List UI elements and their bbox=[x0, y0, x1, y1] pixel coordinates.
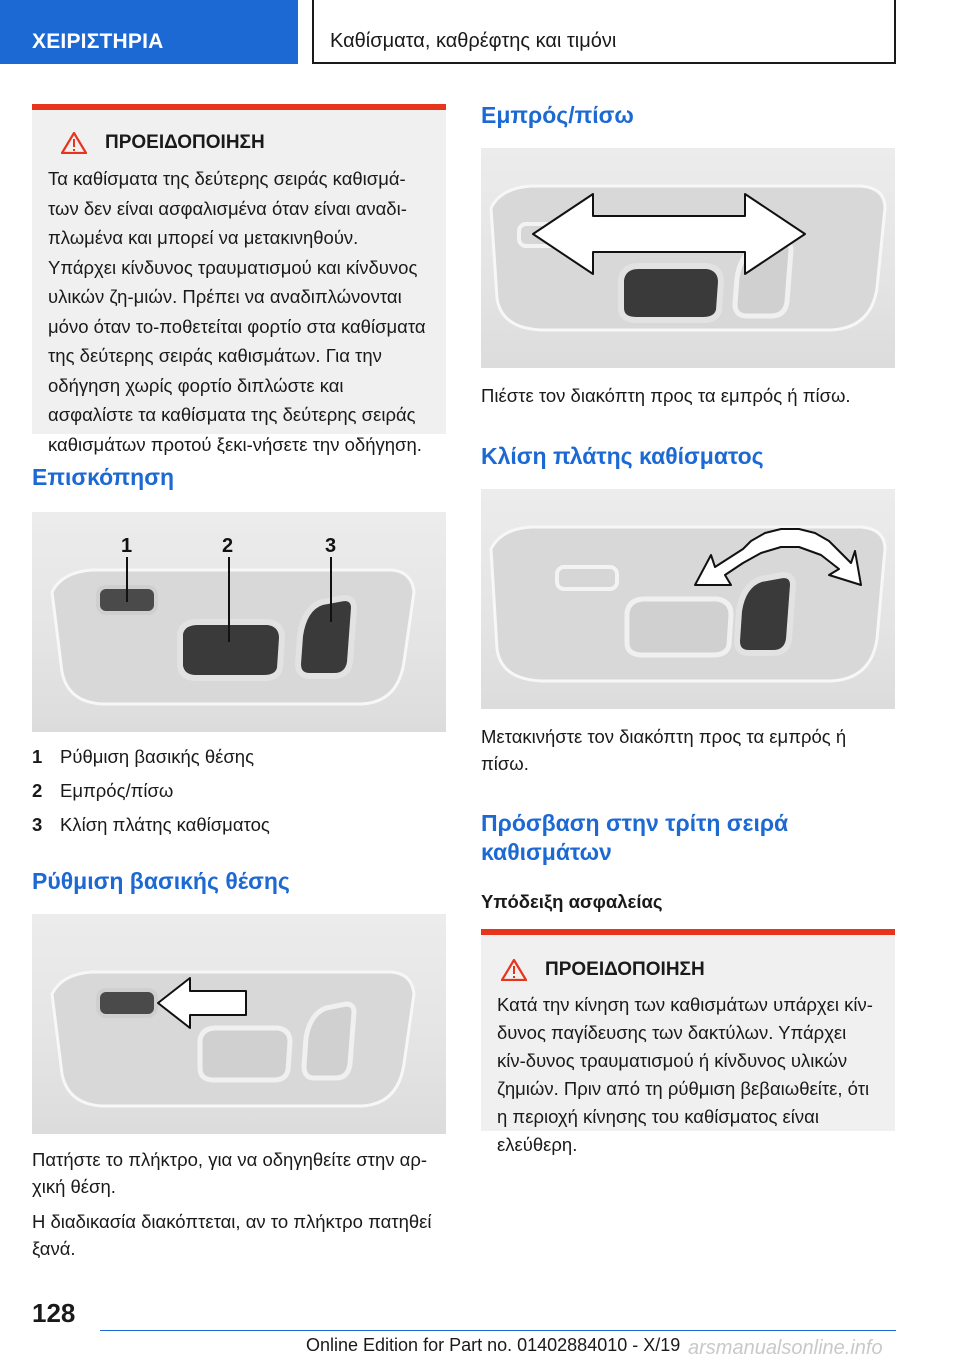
fore-aft-switch bbox=[180, 622, 282, 678]
basic-position-image bbox=[32, 914, 446, 1134]
overview-heading: Επισκόπηση bbox=[32, 464, 174, 490]
warning-body: Κατά την κίνηση των καθισμάτων υπάρχει κίν-δυνος παγίδευσης των δακτύλων. Υπάρχει κίν-δυνος τραυματισμού ή κίνδυνος υλικών ζημιών. Πριν από τη ρύθμιση βεβαιωθείτε, ότι η περιοχή κίνησης του καθίσματος είναι ελεύθερη. bbox=[497, 994, 873, 1155]
backrest-illustration bbox=[481, 489, 895, 709]
legend-label: Κλίση πλάτης καθίσματος bbox=[60, 814, 270, 835]
fore-aft-image bbox=[481, 148, 895, 368]
warning-box-pinching bbox=[481, 929, 895, 1155]
overview-legend bbox=[32, 740, 446, 842]
legend-number: 3 bbox=[32, 814, 43, 835]
safety-note-heading: Υπόδειξη ασφαλείας bbox=[481, 891, 663, 912]
overview-image bbox=[32, 512, 446, 732]
basic-position-heading: Ρύθμιση βασικής θέσης bbox=[32, 868, 290, 894]
left-column bbox=[32, 104, 446, 1262]
fore-aft-text: Πιέστε τον διακόπτη προς τα εμπρός ή πίσω. bbox=[481, 385, 851, 406]
legend-item bbox=[32, 740, 446, 774]
warning-triangle-icon bbox=[501, 959, 527, 981]
section-title: Καθίσματα, καθρέφτης και τιμόνι bbox=[312, 0, 896, 64]
legend-label: Ρύθμιση βασικής θέσης bbox=[60, 746, 254, 767]
basic-position-illustration bbox=[32, 914, 446, 1134]
callout-3: 3 bbox=[325, 535, 337, 557]
fore-aft-illustration bbox=[481, 148, 895, 368]
seat-controls-overview-illustration bbox=[32, 512, 446, 732]
warning-title bbox=[61, 132, 430, 154]
warning-box-second-row bbox=[32, 104, 446, 455]
warning-triangle-icon bbox=[61, 132, 87, 154]
basic-position-text-2: Η διαδικασία διακόπτεται, αν το πλήκτρο πατηθεί ξανά. bbox=[32, 1211, 432, 1259]
page-number: 128 bbox=[32, 1298, 76, 1328]
watermark: arsmanualsonline.info bbox=[688, 1337, 883, 1359]
backrest-text: Μετακινήστε τον διακόπτη προς τα εμπρός ή πίσω. bbox=[481, 726, 847, 774]
basic-position-text-1: Πατήστε το πλήκτρο, για να οδηγηθείτε στην αρ-χική θέση. bbox=[32, 1149, 428, 1197]
legend-label: Εμπρός/πίσω bbox=[60, 780, 174, 801]
third-row-heading: Πρόσβαση στην τρίτη σειρά καθισμάτων bbox=[481, 810, 789, 865]
legend-number: 2 bbox=[32, 780, 43, 801]
chapter-tab: ΧΕΙΡΙΣΤΗΡΙΑ bbox=[0, 0, 298, 64]
callout-2: 2 bbox=[222, 535, 234, 557]
backrest-heading: Κλίση πλάτης καθίσματος bbox=[481, 443, 764, 469]
warning-title-text: ΠΡΟΕΙΔΟΠΟΙΗΣΗ bbox=[105, 132, 265, 153]
right-column bbox=[481, 100, 895, 1155]
warning-title bbox=[501, 959, 879, 981]
footer-divider bbox=[100, 1330, 896, 1331]
warning-title-text: ΠΡΟΕΙΔΟΠΟΙΗΣΗ bbox=[545, 959, 705, 980]
warning-body: Τα καθίσματα της δεύτερης σειράς καθισμά-των δεν είναι ασφαλισμένα όταν είναι αναδι-πλωμένα και μπορεί να μετακινηθούν. Υπάρχει κίνδυνος τραυματισμού και κίνδυνος υλικών ζη-μιών. Πρέπει να αναδιπλώνονται μόνο όταν το-ποθετείται φορτίο στα καθίσματα της δεύτερης σειράς καθισμάτων. Για την οδήγηση χωρίς φορτίο διπλώστε και ασφαλίστε τα καθίσματα της δεύτερης σειράς καθισμάτων προτού ξεκι-νήσετε την οδήγηση. bbox=[48, 168, 426, 455]
backrest-image bbox=[481, 489, 895, 709]
fore-aft-heading: Εμπρός/πίσω bbox=[481, 102, 634, 128]
legend-number: 1 bbox=[32, 746, 43, 767]
legend-item bbox=[32, 774, 446, 808]
legend-item bbox=[32, 808, 446, 842]
callout-1: 1 bbox=[121, 535, 133, 557]
edition-text: Online Edition for Part no. 01402884010 - X/19 bbox=[306, 1335, 681, 1355]
